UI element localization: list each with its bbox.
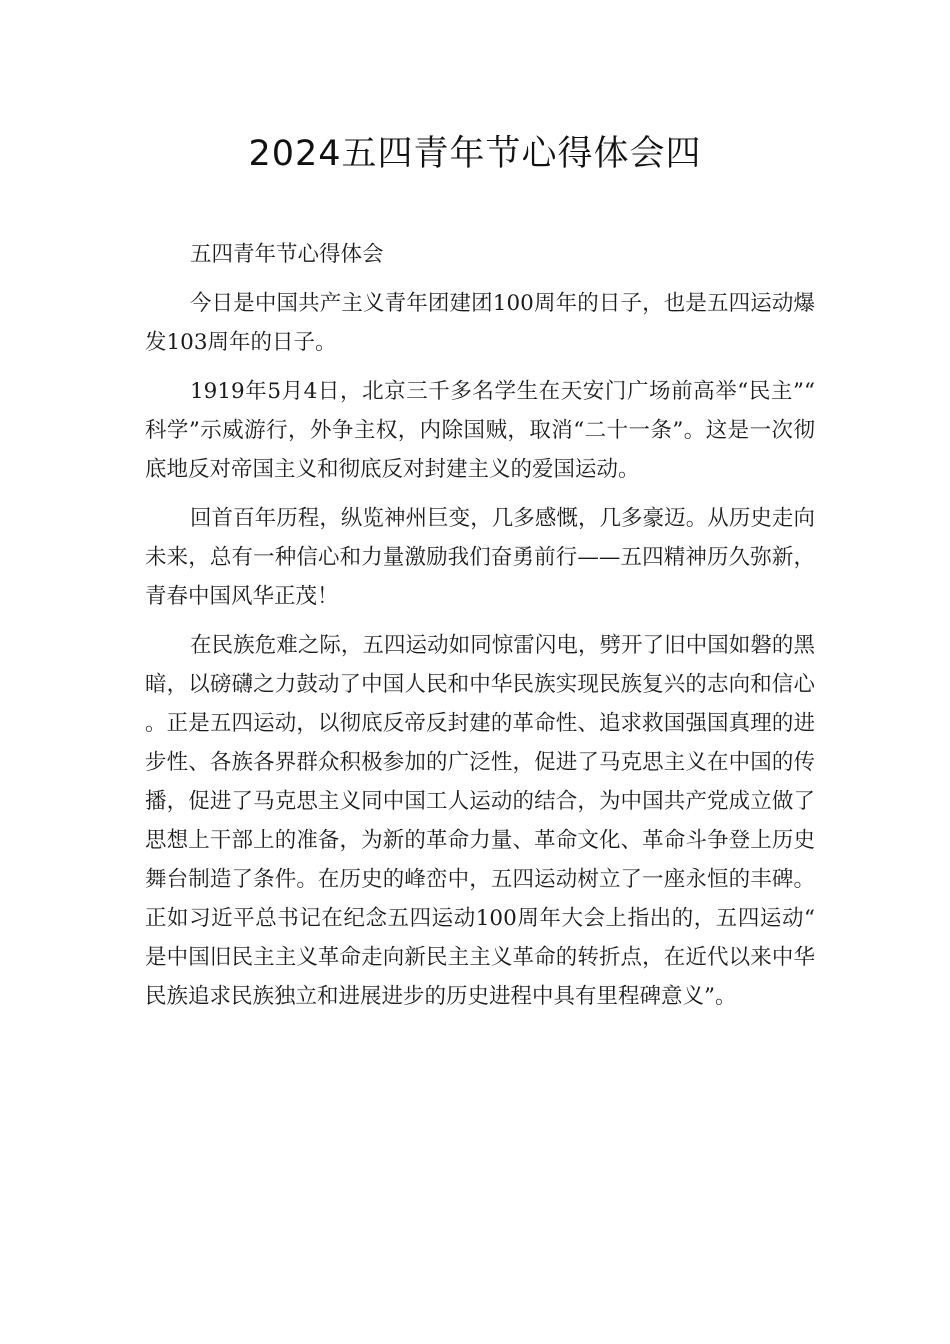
paragraph-anniversary: 今日是中国共产主义青年团建团100周年的日子，也是五四运动爆发103周年的日子。 [145, 291, 815, 355]
paragraph-significance: 在民族危难之际，五四运动如同惊雷闪电，劈开了旧中国如磐的黑暗，以磅礴之力鼓动了中国人民和中华民族实现民族复兴的志向和信心。正是五四运动，以彻底反帝反封建的革命性、追求救国强国真理的进步性、各族各界群众积极参加的广泛性，促进了马克思主义在中国的传播，促进了马克思主义同中国工人运动的结合，为中国共产党成立做了思想上干部上的准备，为新的革命力量、革命文化、革命斗争登上历史舞台制造了条件。在历史的峰峦中，五四运动树立了一座永恒的丰碑。正如习近平总书记在纪念五四运动100周年大会上指出的，五四运动“是中国旧民主主义革命走向新民主主义革命的转折点，在近代以来中华民族追求民族独立和进展进步的历史进程中具有里程碑意义”。 [145, 633, 815, 1009]
document-body [145, 235, 815, 1026]
paragraph-reflection: 回首百年历程，纵览神州巨变，几多感慨，几多豪迈。从历史走向未来，总有一种信心和力量激励我们奋勇前行——五四精神历久弥新，青春中国风华正茂！ [145, 506, 815, 609]
paragraph-history: 1919年5月4日，北京三千多名学生在天安门广场前高举“民主”“科学”示威游行，外争主权，内除国贼，取消“二十一条”。这是一次彻底地反对帝国主义和彻底反对封建主义的爱国运动。 [145, 379, 815, 482]
document-title: 2024五四青年节心得体会四 [248, 134, 702, 174]
paragraph-subtitle: 五四青年节心得体会 [190, 242, 384, 267]
